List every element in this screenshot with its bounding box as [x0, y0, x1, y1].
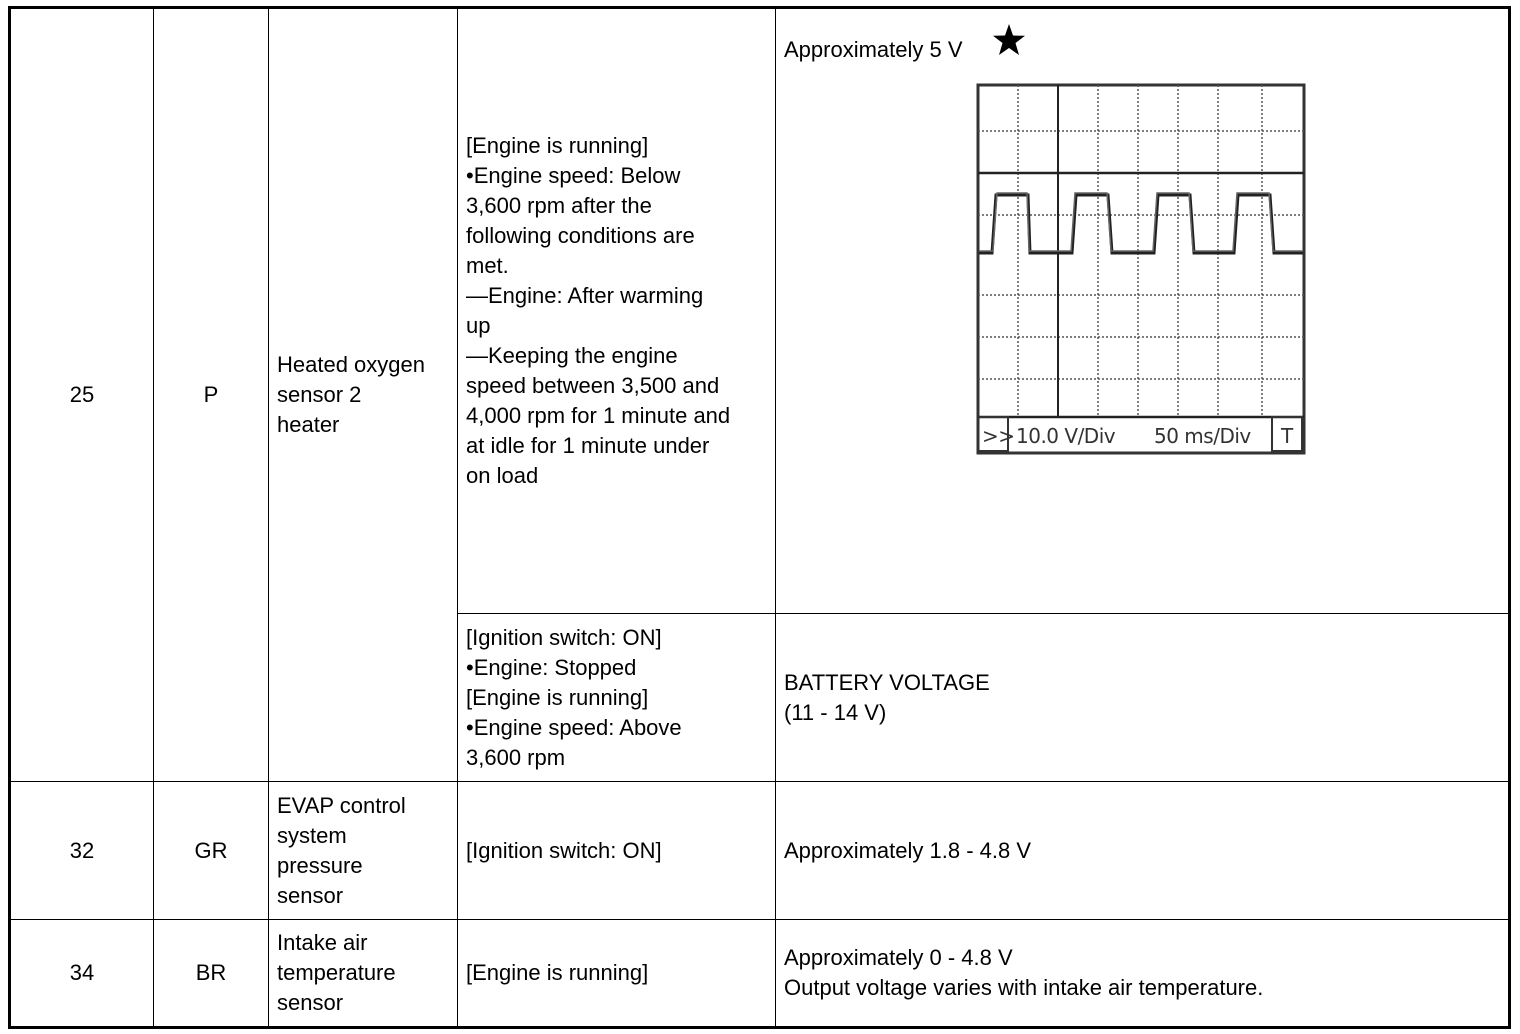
ecm-terminal-table [8, 6, 1511, 1029]
condition-line: 3,600 rpm after the [466, 193, 652, 218]
item-line: temperature [277, 960, 396, 985]
condition-line: —Keeping the engine [466, 343, 678, 368]
condition-line: met. [466, 253, 509, 278]
data-value: Approximately 5 V [784, 37, 963, 62]
condition-line: [Engine is running] [466, 684, 649, 710]
table-row-terminal-25 [10, 8, 1510, 614]
voltage-division-label: 10.0 V/Div [1016, 424, 1116, 448]
item-line: system [277, 822, 347, 848]
condition-line: [Ignition switch: ON] [466, 624, 662, 650]
time-division-label: 50 ms/Div [1154, 424, 1251, 448]
data-cell [776, 782, 1510, 920]
condition-line: at idle for 1 minute under [466, 433, 710, 458]
item-line: pressure [277, 852, 363, 878]
condition-line: speed between 3,500 and [466, 373, 720, 398]
condition-line: —Engine: After warming [466, 283, 704, 308]
data-value: (11 - 14 V) [784, 699, 887, 725]
terminal-number: 25 [10, 8, 154, 782]
data-value: BATTERY VOLTAGE [784, 669, 990, 695]
terminal-number: 34 [10, 920, 154, 1028]
data-cell [776, 614, 1510, 782]
item-line: heater [277, 412, 340, 437]
condition-cell [458, 614, 776, 782]
table-row-terminal-32 [10, 782, 1510, 920]
condition-line: following conditions are [466, 223, 695, 248]
condition-line: [Engine is running] [466, 133, 649, 158]
condition-cell: [Ignition switch: ON] [458, 782, 776, 920]
item-line: sensor [277, 882, 344, 908]
trigger-icon: T [1281, 424, 1293, 448]
item-name [269, 920, 458, 1028]
data-value: Approximately 1.8 - 4.8 V [784, 837, 1032, 863]
data-cell [776, 920, 1510, 1028]
wire-color: P [154, 8, 269, 782]
item-line: Intake air [277, 930, 368, 955]
terminal-number: 32 [10, 782, 154, 920]
condition-line: 4,000 rpm for 1 minute and [466, 403, 731, 428]
table-row-terminal-34 [10, 920, 1510, 1028]
data-value: Approximately 0 - 4.8 V [784, 945, 1013, 970]
data-value: Output voltage varies with intake air temperature. [784, 975, 1264, 1000]
item-line: sensor [277, 990, 344, 1015]
wire-color: BR [154, 920, 269, 1028]
item-name [269, 8, 458, 782]
condition-line: on load [466, 463, 539, 488]
star-icon [992, 23, 1026, 57]
item-name [269, 782, 458, 920]
oscilloscope-waveform [976, 83, 1306, 455]
data-cell-waveform [776, 8, 1510, 614]
condition-line: 3,600 rpm [466, 744, 566, 770]
item-line: sensor 2 [277, 382, 362, 407]
wire-color: GR [154, 782, 269, 920]
condition-line: •Engine: Stopped [466, 654, 637, 680]
fast-forward-icon: >> [982, 424, 1015, 448]
scope-footer [976, 415, 1306, 449]
condition-line: •Engine speed: Below [466, 163, 681, 188]
condition-cell: [Engine is running] [458, 920, 776, 1028]
condition-cell [458, 8, 776, 614]
condition-line: •Engine speed: Above [466, 714, 682, 740]
item-line: Heated oxygen [277, 352, 425, 377]
condition-line: up [466, 313, 491, 338]
item-line: EVAP control [277, 792, 406, 818]
